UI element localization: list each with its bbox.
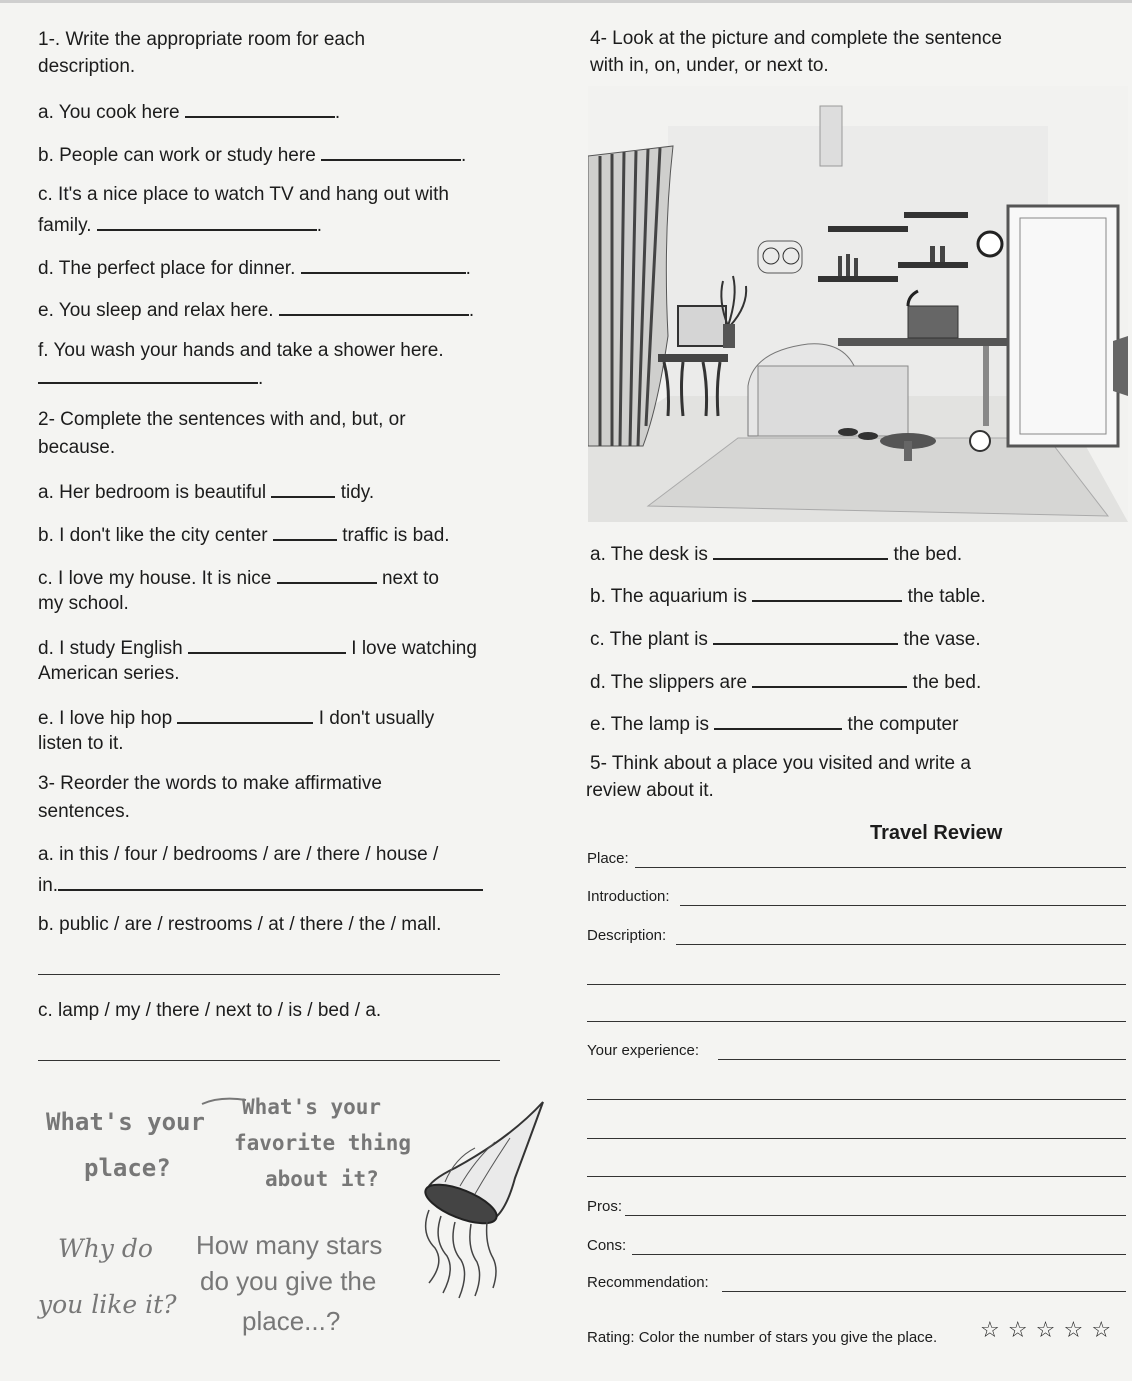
recommendation-line[interactable] xyxy=(722,1291,1126,1292)
answer-1f-blank[interactable] xyxy=(38,364,258,384)
prompt-why-2: you like it? xyxy=(38,1290,177,1319)
question-1b: b. People can work or study here . xyxy=(38,141,466,168)
prompt-place-1: What's your xyxy=(46,1108,205,1136)
rating-stars[interactable]: ☆ ☆ ☆ ☆ ☆ xyxy=(980,1317,1113,1342)
question-1b-text: b. People can work or study here xyxy=(38,145,316,166)
answer-1c-blank[interactable] xyxy=(97,211,317,231)
prompt-stars-2: do you give the xyxy=(200,1266,377,1296)
place-label: Place: xyxy=(587,850,629,867)
section5-title-cont: review about it. xyxy=(586,780,714,801)
cons-line[interactable] xyxy=(632,1254,1126,1255)
description-line-3[interactable] xyxy=(587,1021,1126,1022)
question-1d-text: d. The perfect place for dinner. xyxy=(38,258,296,279)
question-4e: e. The lamp is the computer xyxy=(590,710,958,737)
question-2c-cont: my school. xyxy=(38,593,129,614)
answer-1d-blank[interactable] xyxy=(301,254,466,274)
answer-4b-blank[interactable] xyxy=(752,582,902,602)
answer-1e-blank[interactable] xyxy=(279,296,469,316)
answer-2e-blank[interactable] xyxy=(177,704,313,724)
section4-title-cont: with in, on, under, or next to. xyxy=(590,55,829,76)
section1-title-cont: description. xyxy=(38,56,136,77)
question-1d: d. The perfect place for dinner. . xyxy=(38,254,471,281)
rating-label: Rating: Color the number of stars you give the place. xyxy=(587,1329,938,1346)
swoosh-decoration xyxy=(200,1096,250,1108)
question-2e: e. I love hip hop I don't usually xyxy=(38,704,434,731)
answer-2c-blank[interactable] xyxy=(277,564,377,584)
question-2d: d. I study English I love watching xyxy=(38,634,477,661)
answer-4a-blank[interactable] xyxy=(713,540,888,560)
pros-label: Pros: xyxy=(587,1198,623,1215)
answer-3b-line[interactable] xyxy=(38,974,500,975)
section1-title: 1-. Write the appropriate room for each xyxy=(38,29,366,50)
top-border xyxy=(0,0,1132,3)
recommendation-label: Recommendation: xyxy=(587,1274,709,1291)
section4-title: 4- Look at the picture and complete the sentence xyxy=(590,28,1002,49)
bedroom-picture xyxy=(588,86,1128,522)
question-1c-cont: family. . xyxy=(38,211,322,238)
question-2a: a. Her bedroom is beautiful tidy. xyxy=(38,478,374,505)
description-line-2[interactable] xyxy=(587,984,1126,985)
question-1e: e. You sleep and relax here. . xyxy=(38,296,474,323)
question-1a: a. You cook here . xyxy=(38,98,340,125)
answer-2d-blank[interactable] xyxy=(188,634,346,654)
answer-3a-blank[interactable] xyxy=(58,871,483,891)
answer-1b-blank[interactable] xyxy=(321,141,461,161)
question-1e-text: e. You sleep and relax here. xyxy=(38,300,274,321)
introduction-label: Introduction: xyxy=(587,888,670,905)
experience-line-3[interactable] xyxy=(587,1138,1126,1139)
question-4d: d. The slippers are the bed. xyxy=(590,668,981,695)
question-3b: b. public / are / restrooms / at / there / the / mall. xyxy=(38,914,442,935)
place-line[interactable] xyxy=(635,867,1126,868)
introduction-line[interactable] xyxy=(680,905,1126,906)
jellyfish-drawing xyxy=(415,1098,550,1303)
cons-label: Cons: xyxy=(587,1237,627,1254)
experience-line-4[interactable] xyxy=(587,1176,1126,1177)
question-3a: a. in this / four / bedrooms / are / there / house / xyxy=(38,844,439,865)
pros-line[interactable] xyxy=(625,1215,1126,1216)
question-2e-cont: listen to it. xyxy=(38,733,124,754)
prompt-favorite-2: favorite thing xyxy=(234,1131,412,1155)
experience-line[interactable] xyxy=(718,1059,1126,1060)
section3-title-cont: sentences. xyxy=(38,801,130,822)
question-2d-cont: American series. xyxy=(38,663,180,684)
section3-title: 3- Reorder the words to make affirmative xyxy=(38,773,382,794)
question-1a-text: a. You cook here xyxy=(38,102,180,123)
experience-label: Your experience: xyxy=(587,1042,700,1059)
question-3a-cont: in. xyxy=(38,871,483,898)
question-4b: b. The aquarium is the table. xyxy=(590,582,986,609)
question-2b: b. I don't like the city center traffic is bad. xyxy=(38,521,450,548)
description-label: Description: xyxy=(587,927,667,944)
prompt-stars-3: place...? xyxy=(242,1306,341,1336)
question-2c: c. I love my house. It is nice next to xyxy=(38,564,439,591)
prompt-stars-1: How many stars xyxy=(196,1230,383,1260)
prompt-place-2: place? xyxy=(84,1154,171,1182)
answer-4c-blank[interactable] xyxy=(713,625,898,645)
question-1c: c. It's a nice place to watch TV and hang out with xyxy=(38,184,449,205)
prompt-favorite-1: What's your xyxy=(242,1095,382,1119)
description-line[interactable] xyxy=(676,944,1126,945)
answer-2b-blank[interactable] xyxy=(273,521,337,541)
travel-review-title: Travel Review xyxy=(870,822,1003,844)
answer-3c-line[interactable] xyxy=(38,1060,500,1061)
answer-1a-blank[interactable] xyxy=(185,98,335,118)
prompt-favorite-3: about it? xyxy=(265,1167,379,1191)
question-4c: c. The plant is the vase. xyxy=(590,625,981,652)
answer-2a-blank[interactable] xyxy=(271,478,335,498)
question-4a: a. The desk is the bed. xyxy=(590,540,962,567)
section2-title: 2- Complete the sentences with and, but, or xyxy=(38,409,406,430)
experience-line-2[interactable] xyxy=(587,1099,1126,1100)
question-1f-answer: . xyxy=(38,364,263,391)
answer-4d-blank[interactable] xyxy=(752,668,907,688)
section2-title-cont: because. xyxy=(38,437,116,458)
question-1f: f. You wash your hands and take a shower here. xyxy=(38,340,444,361)
answer-4e-blank[interactable] xyxy=(714,710,842,730)
section5-title: 5- Think about a place you visited and write a xyxy=(590,753,971,774)
prompt-why-1: Why do xyxy=(58,1234,153,1263)
question-3c: c. lamp / my / there / next to / is / bed / a. xyxy=(38,1000,382,1021)
